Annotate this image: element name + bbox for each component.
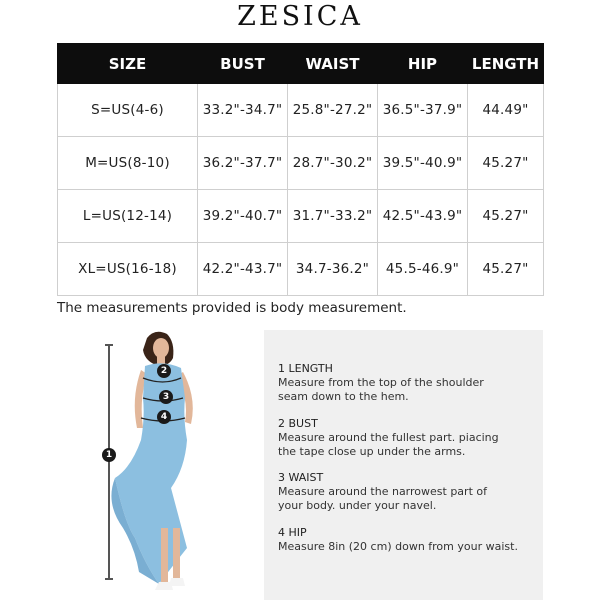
measurement-note: The measurements provided is body measurement. (57, 300, 407, 316)
table-cell: 34.7-36.2" (288, 243, 378, 296)
instruction-description: Measure around the narrowest part of (278, 485, 487, 498)
table-cell: M=US(8-10) (58, 137, 198, 190)
column-header-bust: BUST (198, 44, 288, 84)
instruction-description: seam down to the hem. (278, 390, 409, 403)
instruction-description: Measure 8in (20 cm) down from your waist. (278, 540, 518, 553)
table-header-row (58, 44, 544, 84)
column-header-size: SIZE (58, 44, 198, 84)
column-header-length: LENGTH (468, 44, 544, 84)
table-cell: 45.5-46.9" (378, 243, 468, 296)
instruction-title: 2 BUST (278, 417, 318, 430)
table-cell: 42.5"-43.9" (378, 190, 468, 243)
instruction-length (278, 362, 538, 404)
instruction-description: the tape close up under the arms. (278, 445, 466, 458)
model-figure (75, 328, 255, 600)
instruction-waist (278, 471, 538, 513)
table-row (58, 190, 544, 243)
table-cell: L=US(12-14) (58, 190, 198, 243)
table-cell: 33.2"-34.7" (198, 84, 288, 137)
instruction-description: your body. under your navel. (278, 499, 437, 512)
table-cell: S=US(4-6) (58, 84, 198, 137)
hip-badge: 4 (157, 410, 171, 424)
instruction-title: 3 WAIST (278, 471, 324, 484)
column-header-hip: HIP (378, 44, 468, 84)
instruction-title: 1 LENGTH (278, 362, 333, 375)
instruction-description: Measure from the top of the shoulder (278, 376, 484, 389)
size-chart-table (57, 43, 544, 296)
table-cell: 36.5"-37.9" (378, 84, 468, 137)
column-header-waist: WAIST (288, 44, 378, 84)
table-cell: 45.27" (468, 243, 544, 296)
instruction-title: 4 HIP (278, 526, 307, 539)
table-cell: 42.2"-43.7" (198, 243, 288, 296)
table-row (58, 243, 544, 296)
table-cell: 45.27" (468, 190, 544, 243)
table-cell: 25.8"-27.2" (288, 84, 378, 137)
instruction-description: Measure around the fullest part. piacing (278, 431, 499, 444)
instruction-bust (278, 417, 538, 459)
table-cell: 36.2"-37.7" (198, 137, 288, 190)
waist-badge: 3 (159, 390, 173, 404)
table-cell: 44.49" (468, 84, 544, 137)
table-cell: 39.2"-40.7" (198, 190, 288, 243)
table-row (58, 137, 544, 190)
bust-badge: 2 (157, 364, 171, 378)
table-row (58, 84, 544, 137)
measurement-instructions-panel (264, 330, 543, 600)
table-cell: 39.5"-40.9" (378, 137, 468, 190)
instruction-hip (278, 526, 538, 554)
length-badge: 1 (102, 448, 116, 462)
table-cell: 45.27" (468, 137, 544, 190)
table-cell: 28.7"-30.2" (288, 137, 378, 190)
brand-logo: ZESICA (237, 1, 363, 32)
table-cell: 31.7"-33.2" (288, 190, 378, 243)
table-cell: XL=US(16-18) (58, 243, 198, 296)
